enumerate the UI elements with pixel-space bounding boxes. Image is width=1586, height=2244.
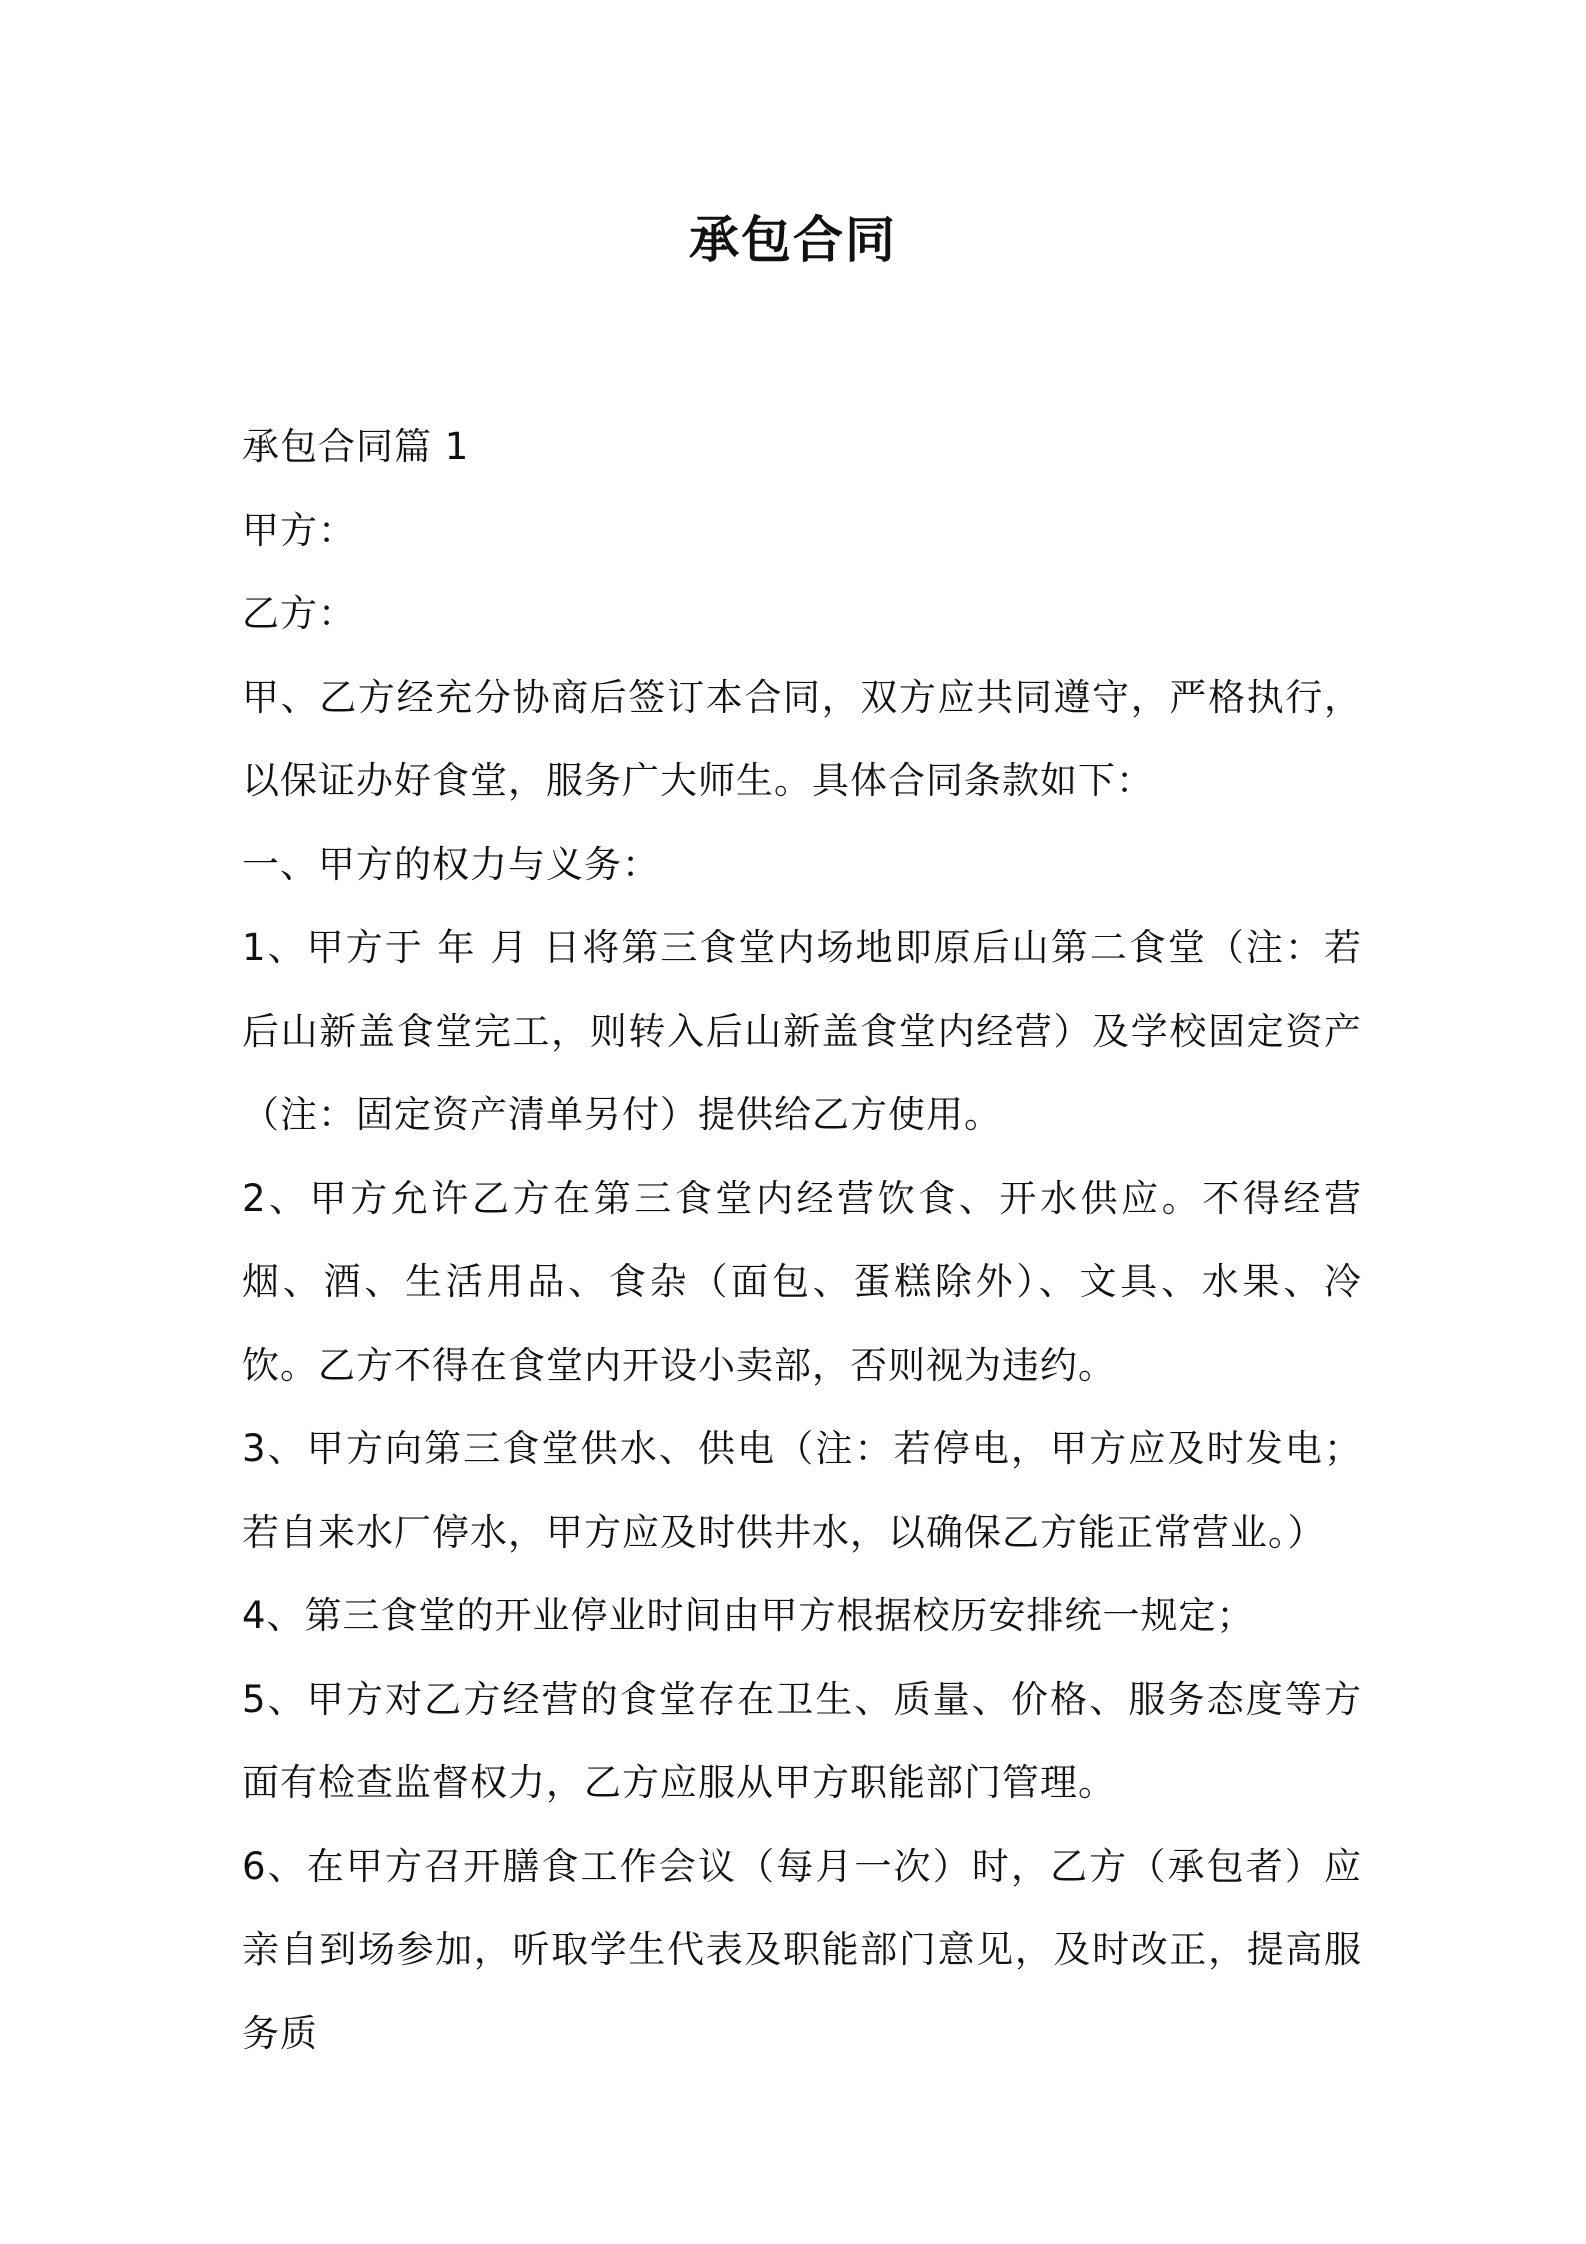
clause-heading: 一、甲方的权力与义务： [242, 842, 660, 886]
clause-item: 4、第三食堂的开业停业时间由甲方根据校历安排统一规定； [242, 1594, 1255, 1637]
clause-item: 1、甲方于 年 月 日将第三食堂内场地即原后山第二食堂（注：若后山新盖食堂完工，则转入后山新盖食堂内经营）及学校固定资产（注：固定资产清单另付）提供给乙方使用。 [242, 926, 1362, 1136]
party-b-line: 乙方： [242, 592, 356, 635]
clause-item: 5、甲方对乙方经营的食堂存在卫生、质量、价格、服务态度等方面有检查监督权力，乙方应服从甲方职能部门管理。 [242, 1677, 1362, 1804]
document-title: 承包合同 [689, 211, 897, 269]
clause-item: 2、甲方允许乙方在第三食堂内经营饮食、开水供应。不得经营烟、酒、生活用品、食杂（面包、蛋糕除外）、文具、水果、冷饮。乙方不得在食堂内开设小卖部，否则视为违约。 [242, 1176, 1362, 1387]
document-body [242, 405, 1362, 2075]
clause-item: 6、在甲方召开膳食工作会议（每月一次）时，乙方（承包者）应亲自到场参加，听取学生代表及职能部门意见，及时改正，提高服务质 [242, 1844, 1362, 2055]
party-a-line: 甲方： [242, 508, 356, 552]
intro-paragraph: 甲、乙方经充分协商后签订本合同，双方应共同遵守，严格执行，以保证办好食堂，服务广大师生。具体合同条款如下： [242, 675, 1362, 802]
clause-item: 3、甲方向第三食堂供水、供电（注：若停电，甲方应及时发电；若自来水厂停水，甲方应及时供井水，以确保乙方能正常营业。） [242, 1427, 1362, 1554]
section-heading: 承包合同篇 1 [242, 425, 470, 468]
